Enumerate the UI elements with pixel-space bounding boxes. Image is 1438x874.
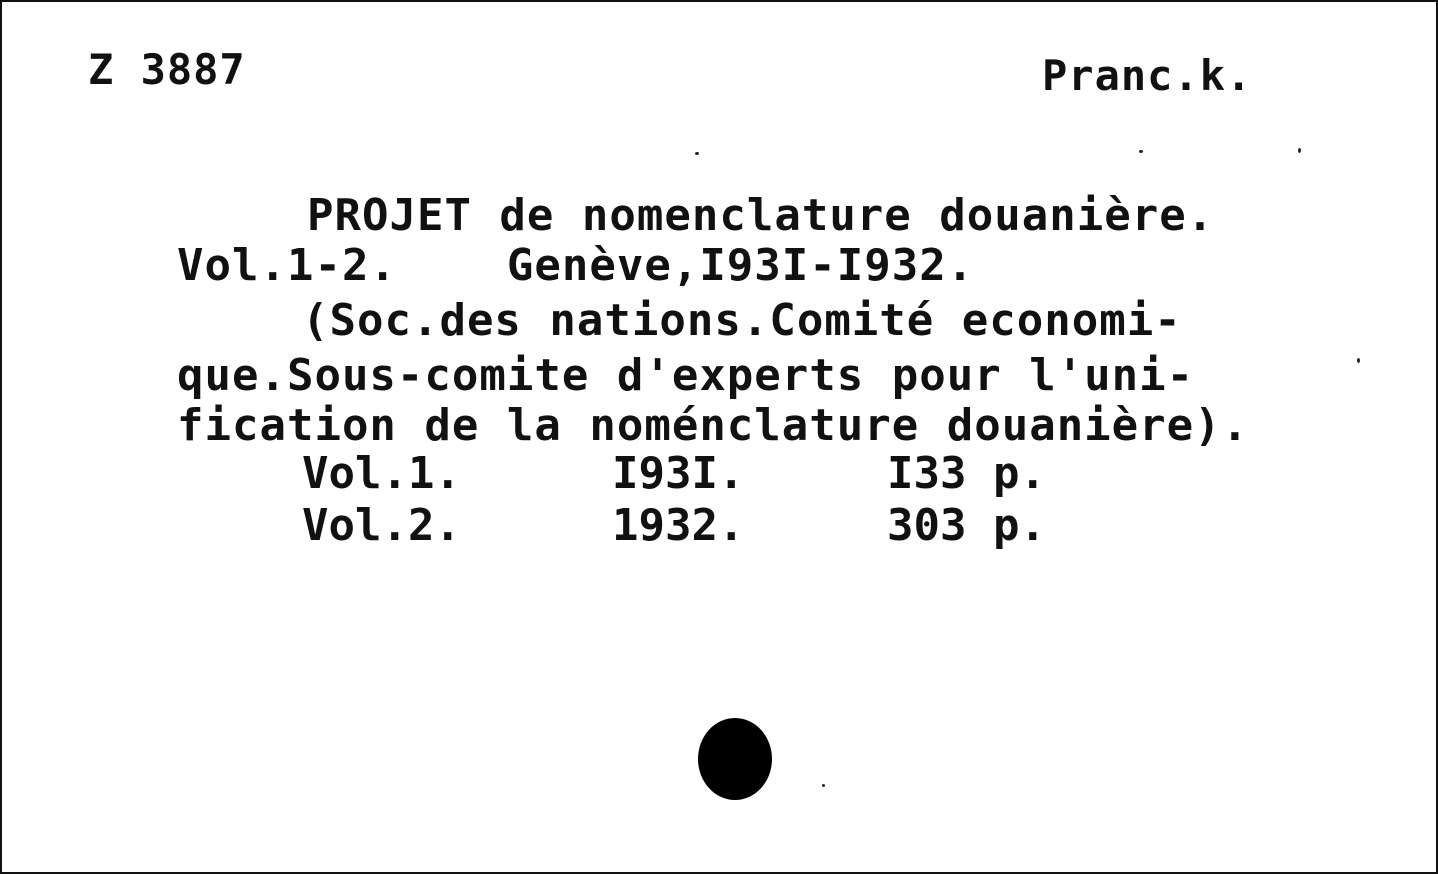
volume-year: 1932. — [612, 500, 745, 551]
volume-year: I93I. — [612, 448, 745, 499]
speck — [822, 784, 825, 787]
volume-row — [2, 502, 1438, 550]
speck — [1357, 358, 1360, 363]
punch-hole — [698, 718, 772, 800]
volume-row — [2, 450, 1438, 498]
volume-pages: I33 p. — [887, 448, 1046, 499]
title-line-2: Vol.1-2. Genève,I93I-I932. — [177, 240, 975, 291]
call-number: Z 3887 — [88, 45, 246, 94]
volume-label: Vol.2. — [302, 500, 461, 551]
title-line-3: (Soc.des nations.Comité economi- — [302, 295, 1182, 346]
speck — [1139, 150, 1143, 153]
title-line-1: PROJET de nomenclature douanière. — [307, 190, 1215, 241]
title-line-5: fication de la noménclature douanière). — [177, 400, 1250, 451]
location-code: Pranc.k. — [1042, 51, 1253, 100]
volume-pages: 303 p. — [887, 500, 1046, 551]
volume-label: Vol.1. — [302, 448, 461, 499]
speck — [695, 152, 699, 155]
title-line-4: que.Sous-comite d'experts pour l'uni- — [177, 350, 1195, 401]
speck — [1298, 148, 1301, 153]
